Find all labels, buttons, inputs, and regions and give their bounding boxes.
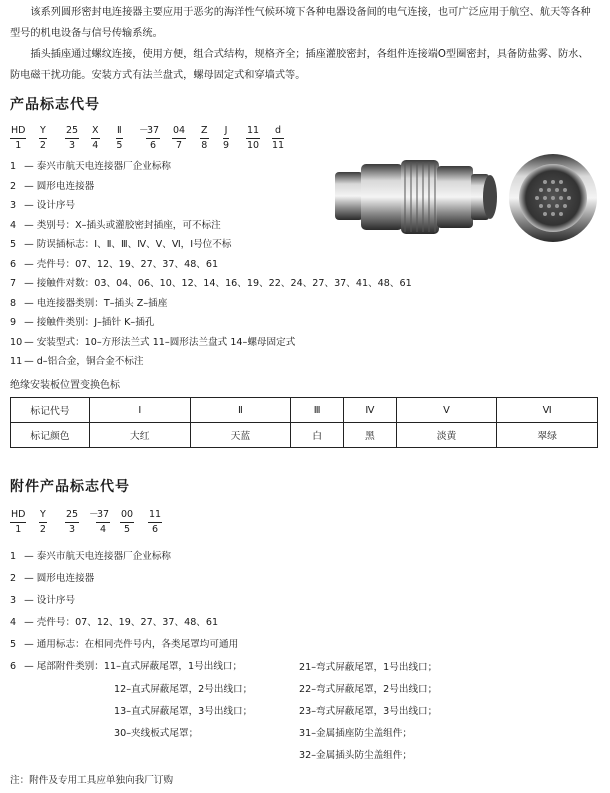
code-segment-index: 4 bbox=[92, 140, 99, 151]
list-item-text: — 圆形电连接器 bbox=[24, 180, 95, 192]
code-segment-value: 04 bbox=[172, 124, 186, 139]
list-item-number: 10 bbox=[10, 336, 23, 348]
code-segment-index: 11 bbox=[272, 140, 285, 151]
color-table-color: 黑 bbox=[343, 423, 396, 448]
list-item-text: — 圆形电连接器 bbox=[24, 573, 95, 584]
color-table-color: 天蓝 bbox=[190, 423, 291, 448]
list-item-text: — 壳件号：07、12、19、27、37、48、61 bbox=[24, 617, 219, 628]
tail-accessory-item: 31–金属插座防尘盖组件； bbox=[299, 728, 412, 739]
color-table-code: Ⅵ bbox=[497, 398, 598, 423]
list-item bbox=[10, 314, 154, 328]
code-segment-index: 1 bbox=[15, 140, 22, 151]
code-segment-index: 5 bbox=[116, 140, 123, 151]
code-segment-value: － bbox=[139, 125, 149, 136]
list-item bbox=[10, 275, 412, 289]
list-item bbox=[10, 334, 295, 348]
list-item-number: 7 bbox=[10, 278, 17, 289]
code-segment-index: 2 bbox=[39, 140, 46, 151]
code-segment-value: 11 bbox=[148, 508, 162, 523]
code-segment bbox=[148, 508, 162, 537]
list-item bbox=[10, 295, 167, 309]
list-item-number: 3 bbox=[10, 200, 17, 211]
code-segment-index: 3 bbox=[69, 524, 76, 535]
code-segment bbox=[116, 124, 123, 153]
code-segment-index: 3 bbox=[69, 140, 76, 151]
code-segment-value: HD bbox=[10, 124, 26, 139]
list-item-text: — 泰兴市航天电连接器厂企业标称 bbox=[24, 551, 172, 562]
code-segment bbox=[120, 508, 134, 537]
intro bbox=[10, 2, 598, 86]
code-segment-value: X bbox=[91, 124, 100, 139]
list-item-text: — 防误插标志：Ⅰ、Ⅱ、Ⅲ、Ⅳ、Ⅴ、Ⅵ，Ⅰ号位不标 bbox=[24, 239, 232, 250]
code-segment-value: HD bbox=[10, 508, 26, 523]
color-table-color: 白 bbox=[291, 423, 344, 448]
list-item-text: — d–铝合金，铜合金不标注 bbox=[24, 356, 144, 367]
code-segment bbox=[200, 124, 209, 153]
code-segment-index: 9 bbox=[223, 140, 230, 151]
list-item-number: 4 bbox=[10, 617, 17, 628]
connector-receptacle-shape bbox=[509, 154, 597, 242]
code-segment-value: － bbox=[89, 509, 99, 520]
list-item bbox=[10, 592, 75, 606]
list-item-text: — 壳件号：07、12、19、27、37、48、61 bbox=[24, 258, 219, 270]
color-table-code: Ⅳ bbox=[343, 398, 396, 423]
section-title-accessory-code: 附件产品标志代号 bbox=[10, 479, 130, 495]
code-segment bbox=[96, 508, 110, 537]
list-item bbox=[10, 158, 171, 172]
list-item bbox=[10, 548, 171, 562]
tail-accessory-item: 22–弯式屏蔽尾罩，2号出线口； bbox=[299, 684, 438, 695]
color-table bbox=[10, 397, 598, 448]
color-table-row-colors bbox=[11, 423, 598, 448]
code-segment bbox=[39, 508, 47, 537]
list-item-number: 1 bbox=[10, 161, 17, 172]
code-segment bbox=[39, 124, 47, 153]
code-segment-index: 8 bbox=[201, 140, 208, 151]
color-table-code: Ⅱ bbox=[190, 398, 291, 423]
tail-accessory-item: 32–金属插头防尘盖组件； bbox=[299, 750, 412, 761]
code-segment bbox=[272, 124, 284, 153]
code-segment bbox=[246, 124, 260, 153]
color-table-code: Ⅲ bbox=[291, 398, 344, 423]
list-item bbox=[10, 570, 94, 584]
tail-accessory-item: 12–直式屏蔽尾罩，2号出线口； bbox=[114, 684, 253, 695]
list-item-number: 5 bbox=[10, 239, 17, 250]
code-segment bbox=[146, 124, 160, 153]
section-title-product-code: 产品标志代号 bbox=[10, 97, 100, 113]
list-item-text: — 设计序号 bbox=[24, 200, 76, 211]
list-item-text: — 接触件类别：J–插针 K–插孔 bbox=[24, 317, 155, 328]
list-item-number: 4 bbox=[10, 219, 17, 231]
intro-paragraph-2: 插头插座通过螺纹连接，使用方便，组合式结构，规格齐全；插座灌胶密封，各组件连接端O型圈密封，具备防盐雾、防水、防电磁干扰功能。安装方式有法兰盘式，螺母固定式和穿墙式等。 bbox=[10, 49, 589, 81]
list-item bbox=[10, 658, 242, 672]
list-item-number: 5 bbox=[10, 639, 17, 650]
list-item bbox=[10, 636, 238, 650]
list-item bbox=[10, 353, 144, 367]
color-table-color: 翠绿 bbox=[497, 423, 598, 448]
code-segment-index: 5 bbox=[124, 524, 131, 535]
connector-photo bbox=[315, 150, 600, 250]
list-item-text: — 泰兴市航天电连接器厂企业标称 bbox=[24, 161, 172, 172]
list-item-number: 2 bbox=[10, 180, 17, 192]
code-segment bbox=[10, 508, 26, 537]
color-table-color: 淡黄 bbox=[396, 423, 497, 448]
code-segment-index: 6 bbox=[152, 524, 159, 535]
code-segment bbox=[223, 124, 229, 153]
tail-accessory-item: 21–弯式屏蔽尾罩，1号出线口； bbox=[299, 662, 438, 673]
list-item-text: — 设计序号 bbox=[24, 595, 76, 606]
code-segment-value: 37 bbox=[146, 124, 160, 139]
code-segment-value: Y bbox=[39, 124, 47, 139]
list-item-text: — 接触件对数：03、04、06、10、12、14、16、19、22、24、27、37、41、48、61 bbox=[24, 278, 412, 289]
code-segment-value: J bbox=[223, 124, 229, 139]
list-item-number: 1 bbox=[10, 551, 17, 562]
list-item-number: 8 bbox=[10, 297, 17, 309]
code-segment bbox=[65, 508, 79, 537]
list-item-text: — 类别号：X–插头或灌胶密封插座，可不标注 bbox=[24, 219, 221, 231]
list-item bbox=[10, 178, 94, 192]
code-segment-value: 37 bbox=[96, 508, 110, 523]
code-segment-value: d bbox=[272, 124, 284, 139]
list-item bbox=[10, 614, 218, 628]
list-item-text: — 安装型式：10–方形法兰式 11–圆形法兰盘式 14–螺母固定式 bbox=[24, 336, 296, 348]
code-segment bbox=[10, 124, 26, 153]
list-item-number: 9 bbox=[10, 317, 17, 328]
code-segment-index: 10 bbox=[247, 140, 260, 151]
list-item-number: 3 bbox=[10, 595, 17, 606]
code-segment-index: 2 bbox=[39, 524, 46, 535]
color-table-title: 绝缘安装板位置变换色标 bbox=[10, 380, 120, 391]
color-table-color: 大红 bbox=[90, 423, 191, 448]
color-table-code: Ⅴ bbox=[396, 398, 497, 423]
code-segment-index: 6 bbox=[150, 140, 157, 151]
code-segment-value: 11 bbox=[246, 124, 260, 139]
intro-paragraph-1: 该系列圆形密封电连接器主要应用于恶劣的海洋性气候环境下各种电器设备间的电气连接，也可广泛应用于航空、航天等各种型号的机电设备与信号传输系统。 bbox=[10, 7, 591, 39]
connector-plug-shape bbox=[335, 160, 497, 234]
list-item-number: 11 bbox=[10, 356, 23, 367]
list-item bbox=[10, 217, 221, 231]
footnote: 注：附件及专用工具应单独向我厂订购 bbox=[10, 775, 174, 786]
color-table-row-codes bbox=[11, 398, 598, 423]
list-item bbox=[10, 236, 231, 250]
code-segment-index: 4 bbox=[100, 524, 107, 535]
code-segment bbox=[65, 124, 79, 153]
list-item-number: 6 bbox=[10, 661, 17, 672]
color-table-row2-label: 标记颜色 bbox=[11, 423, 90, 448]
list-item-text: — 尾部附件类别：11–直式屏蔽尾罩，1号出线口； bbox=[24, 661, 243, 672]
tail-accessory-item: 23–弯式屏蔽尾罩，3号出线口； bbox=[299, 706, 438, 717]
code-segment-value: 25 bbox=[65, 124, 79, 139]
code-segment bbox=[91, 124, 100, 153]
code-segment-value: Z bbox=[200, 124, 209, 139]
list-item bbox=[10, 197, 75, 211]
list-item-text: — 电连接器类别：T–插头 Z–插座 bbox=[24, 297, 168, 309]
color-table-code: Ⅰ bbox=[90, 398, 191, 423]
code-segment bbox=[172, 124, 186, 153]
list-item-number: 6 bbox=[10, 258, 17, 270]
code-segment-value: 25 bbox=[65, 508, 79, 523]
code-segment-index: 7 bbox=[176, 140, 183, 151]
color-table-row1-label: 标记代号 bbox=[11, 398, 90, 423]
tail-accessory-item: 30–夹线板式尾罩； bbox=[114, 728, 199, 739]
code-segment-index: 1 bbox=[15, 524, 22, 535]
list-item-number: 2 bbox=[10, 573, 17, 584]
list-item bbox=[10, 256, 218, 270]
list-item-text: — 通用标志：在相同壳件号内，各类尾罩均可通用 bbox=[24, 639, 239, 650]
code-segment-value: Y bbox=[39, 508, 47, 523]
code-segment-value: Ⅱ bbox=[116, 124, 123, 139]
tail-accessory-item: 13–直式屏蔽尾罩，3号出线口； bbox=[114, 706, 253, 717]
code-segment-value: 00 bbox=[120, 508, 134, 523]
